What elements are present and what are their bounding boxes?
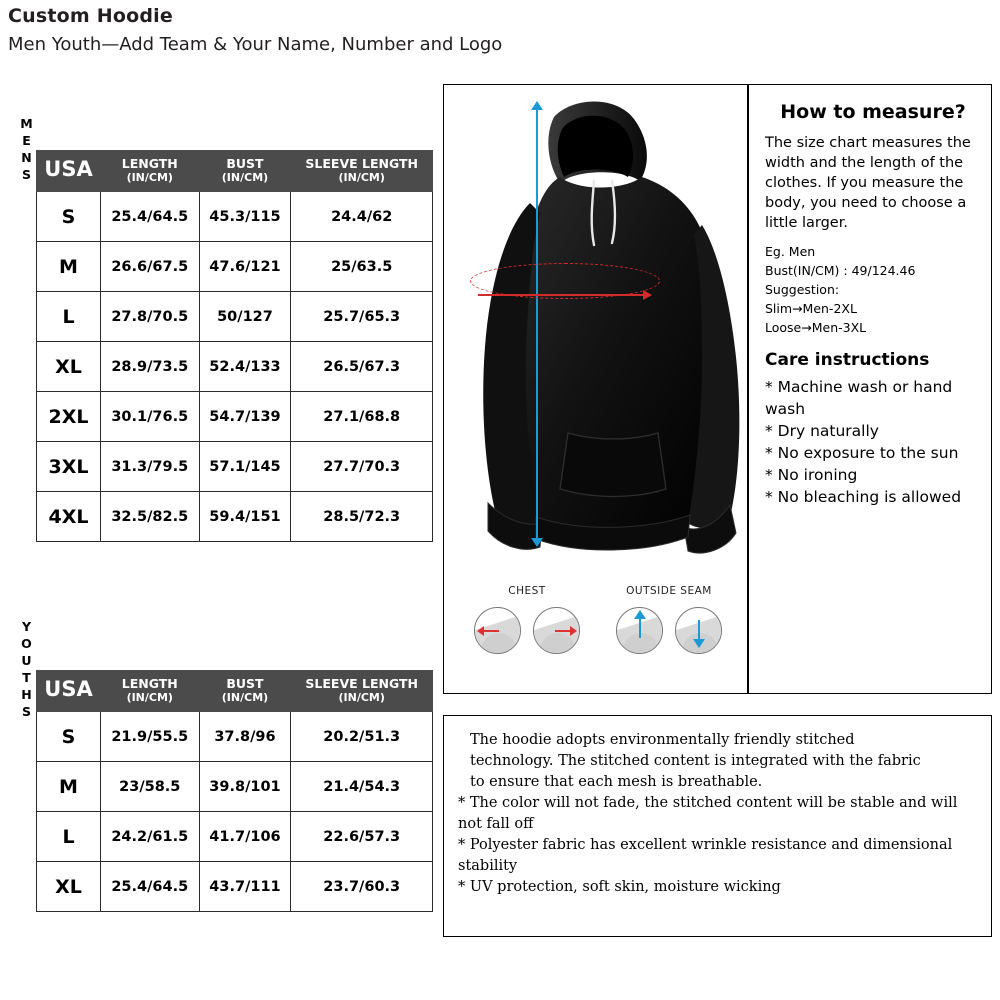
cell-sleeve: 20.2/51.3 (291, 712, 433, 762)
header (8, 4, 988, 58)
cell-length: 23/58.5 (101, 762, 200, 812)
cell-sleeve: 22.6/57.3 (291, 812, 433, 862)
col-bust (199, 671, 291, 712)
hoodie-illustration (444, 85, 748, 565)
col-bust-unit: (IN/CM) (221, 691, 269, 704)
cell-sleeve: 27.1/68.8 (291, 392, 433, 442)
cell-bust: 57.1/145 (199, 442, 291, 492)
description-line: * Polyester fabric has excellent wrinkle resistance and dimensional stability (458, 837, 953, 874)
example-line-5: Loose→Men-3XL (765, 320, 867, 335)
table-header-row (37, 671, 433, 712)
outside-seam-label: OUTSIDE SEAM (626, 585, 712, 597)
mens-size-table (36, 150, 433, 542)
cell-size: L (37, 812, 101, 862)
cell-bust: 39.8/101 (199, 762, 291, 812)
col-length-name: LENGTH (121, 156, 178, 171)
youths-size-table (36, 670, 433, 912)
col-length (101, 671, 200, 712)
cell-sleeve: 26.5/67.3 (291, 342, 433, 392)
table-row (37, 342, 433, 392)
care-item: * No exposure to the sun (765, 444, 959, 462)
cell-length: 25.4/64.5 (101, 192, 200, 242)
col-sleeve (291, 151, 433, 192)
chest-right-arrow-icon (533, 607, 580, 654)
chest-icon-group (462, 585, 592, 654)
cell-bust: 43.7/111 (199, 862, 291, 912)
cell-length: 28.9/73.5 (101, 342, 200, 392)
care-item: * No bleaching is allowed (765, 488, 962, 506)
care-instructions-heading: Care instructions (765, 350, 930, 370)
mens-group-label-text: MENS (19, 116, 34, 184)
table-row (37, 392, 433, 442)
description-line: * The color will not fade, the stitched content will be stable and will not fall off (458, 795, 958, 832)
cell-sleeve: 27.7/70.3 (291, 442, 433, 492)
col-length-name: LENGTH (121, 676, 178, 691)
cell-length: 31.3/79.5 (101, 442, 200, 492)
cell-length: 21.9/55.5 (101, 712, 200, 762)
how-to-measure-panel (748, 84, 992, 694)
col-length (101, 151, 200, 192)
length-measure-arrow-icon (536, 109, 538, 539)
cell-sleeve: 25.7/65.3 (291, 292, 433, 342)
table-row (37, 712, 433, 762)
page-subtitle: Men Youth—Add Team & Your Name, Number and Logo (8, 34, 503, 55)
description-line: * UV protection, soft skin, moisture wicking (458, 879, 781, 895)
table-row (37, 812, 433, 862)
col-bust-unit: (IN/CM) (221, 171, 269, 184)
col-bust-name: BUST (226, 156, 264, 171)
cell-size: S (37, 712, 101, 762)
seam-up-arrow-icon (616, 607, 663, 654)
cell-length: 30.1/76.5 (101, 392, 200, 442)
description-line: The hoodie adopts environmentally friendly stitched (470, 732, 855, 748)
care-item: * Dry naturally (765, 422, 879, 440)
cell-length: 26.6/67.5 (101, 242, 200, 292)
example-line-2: Bust(IN/CM) : 49/124.46 (765, 263, 916, 278)
col-sleeve (291, 671, 433, 712)
how-to-measure-text: The size chart measures the width and the length of the clothes. If you measure the body, you need to choose a little larger. (765, 135, 971, 231)
table-row (37, 292, 433, 342)
cell-size: 3XL (37, 442, 101, 492)
cell-bust: 41.7/106 (199, 812, 291, 862)
cell-size: XL (37, 862, 101, 912)
cell-size: M (37, 242, 101, 292)
col-sleeve-unit: (IN/CM) (338, 691, 385, 704)
fabric-description-panel (443, 715, 992, 937)
cell-sleeve: 28.5/72.3 (291, 492, 433, 542)
example-line-4: Slim→Men-2XL (765, 301, 857, 316)
table-row (37, 762, 433, 812)
cell-length: 25.4/64.5 (101, 862, 200, 912)
youths-group-label-text: YOUTHS (19, 619, 34, 721)
example-line-1: Eg. Men (765, 244, 816, 259)
cell-length: 27.8/70.5 (101, 292, 200, 342)
seam-down-arrow-icon (675, 607, 722, 654)
table-row (37, 862, 433, 912)
chest-left-arrow-icon (474, 607, 521, 654)
cell-bust: 59.4/151 (199, 492, 291, 542)
description-line: technology. The stitched content is integrated with the fabric (470, 753, 921, 769)
cell-bust: 52.4/133 (199, 342, 291, 392)
care-item: * Machine wash or hand wash (765, 378, 953, 418)
care-item: * No ironing (765, 466, 858, 484)
col-sleeve-name: SLEEVE LENGTH (305, 156, 419, 171)
col-bust (199, 151, 291, 192)
table-row (37, 442, 433, 492)
cell-bust: 37.8/96 (199, 712, 291, 762)
cell-size: M (37, 762, 101, 812)
table-header-row (37, 151, 433, 192)
col-length-unit: (IN/CM) (126, 171, 173, 184)
table-row (37, 492, 433, 542)
cell-bust: 54.7/139 (199, 392, 291, 442)
col-sleeve-name: SLEEVE LENGTH (305, 676, 419, 691)
cell-size: XL (37, 342, 101, 392)
cell-sleeve: 21.4/54.3 (291, 762, 433, 812)
cell-size: S (37, 192, 101, 242)
cell-length: 24.2/61.5 (101, 812, 200, 862)
cell-bust: 47.6/121 (199, 242, 291, 292)
cell-sleeve: 23.7/60.3 (291, 862, 433, 912)
col-sleeve-unit: (IN/CM) (338, 171, 385, 184)
col-bust-name: BUST (226, 676, 264, 691)
cell-size: 2XL (37, 392, 101, 442)
cell-size: 4XL (37, 492, 101, 542)
cell-length: 32.5/82.5 (101, 492, 200, 542)
chest-label: CHEST (508, 585, 546, 597)
col-length-unit: (IN/CM) (126, 691, 173, 704)
outside-seam-icon-group (599, 585, 739, 654)
fabric-description-text (458, 730, 979, 898)
page-title: Custom Hoodie (8, 5, 173, 27)
cell-bust: 50/127 (199, 292, 291, 342)
col-usa: USA (37, 671, 101, 712)
example-line-3: Suggestion: (765, 282, 840, 297)
description-line: to ensure that each mesh is breathable. (470, 774, 763, 790)
care-instructions-list (765, 376, 981, 508)
cell-sleeve: 24.4/62 (291, 192, 433, 242)
hoodie-diagram-panel (443, 84, 748, 694)
cell-bust: 45.3/115 (199, 192, 291, 242)
table-row (37, 192, 433, 242)
col-usa: USA (37, 151, 101, 192)
table-row (37, 242, 433, 292)
cell-size: L (37, 292, 101, 342)
how-to-measure-heading: How to measure? (780, 101, 966, 123)
bust-measure-arrow-icon (478, 294, 650, 296)
measure-icon-row (444, 585, 748, 690)
cell-sleeve: 25/63.5 (291, 242, 433, 292)
